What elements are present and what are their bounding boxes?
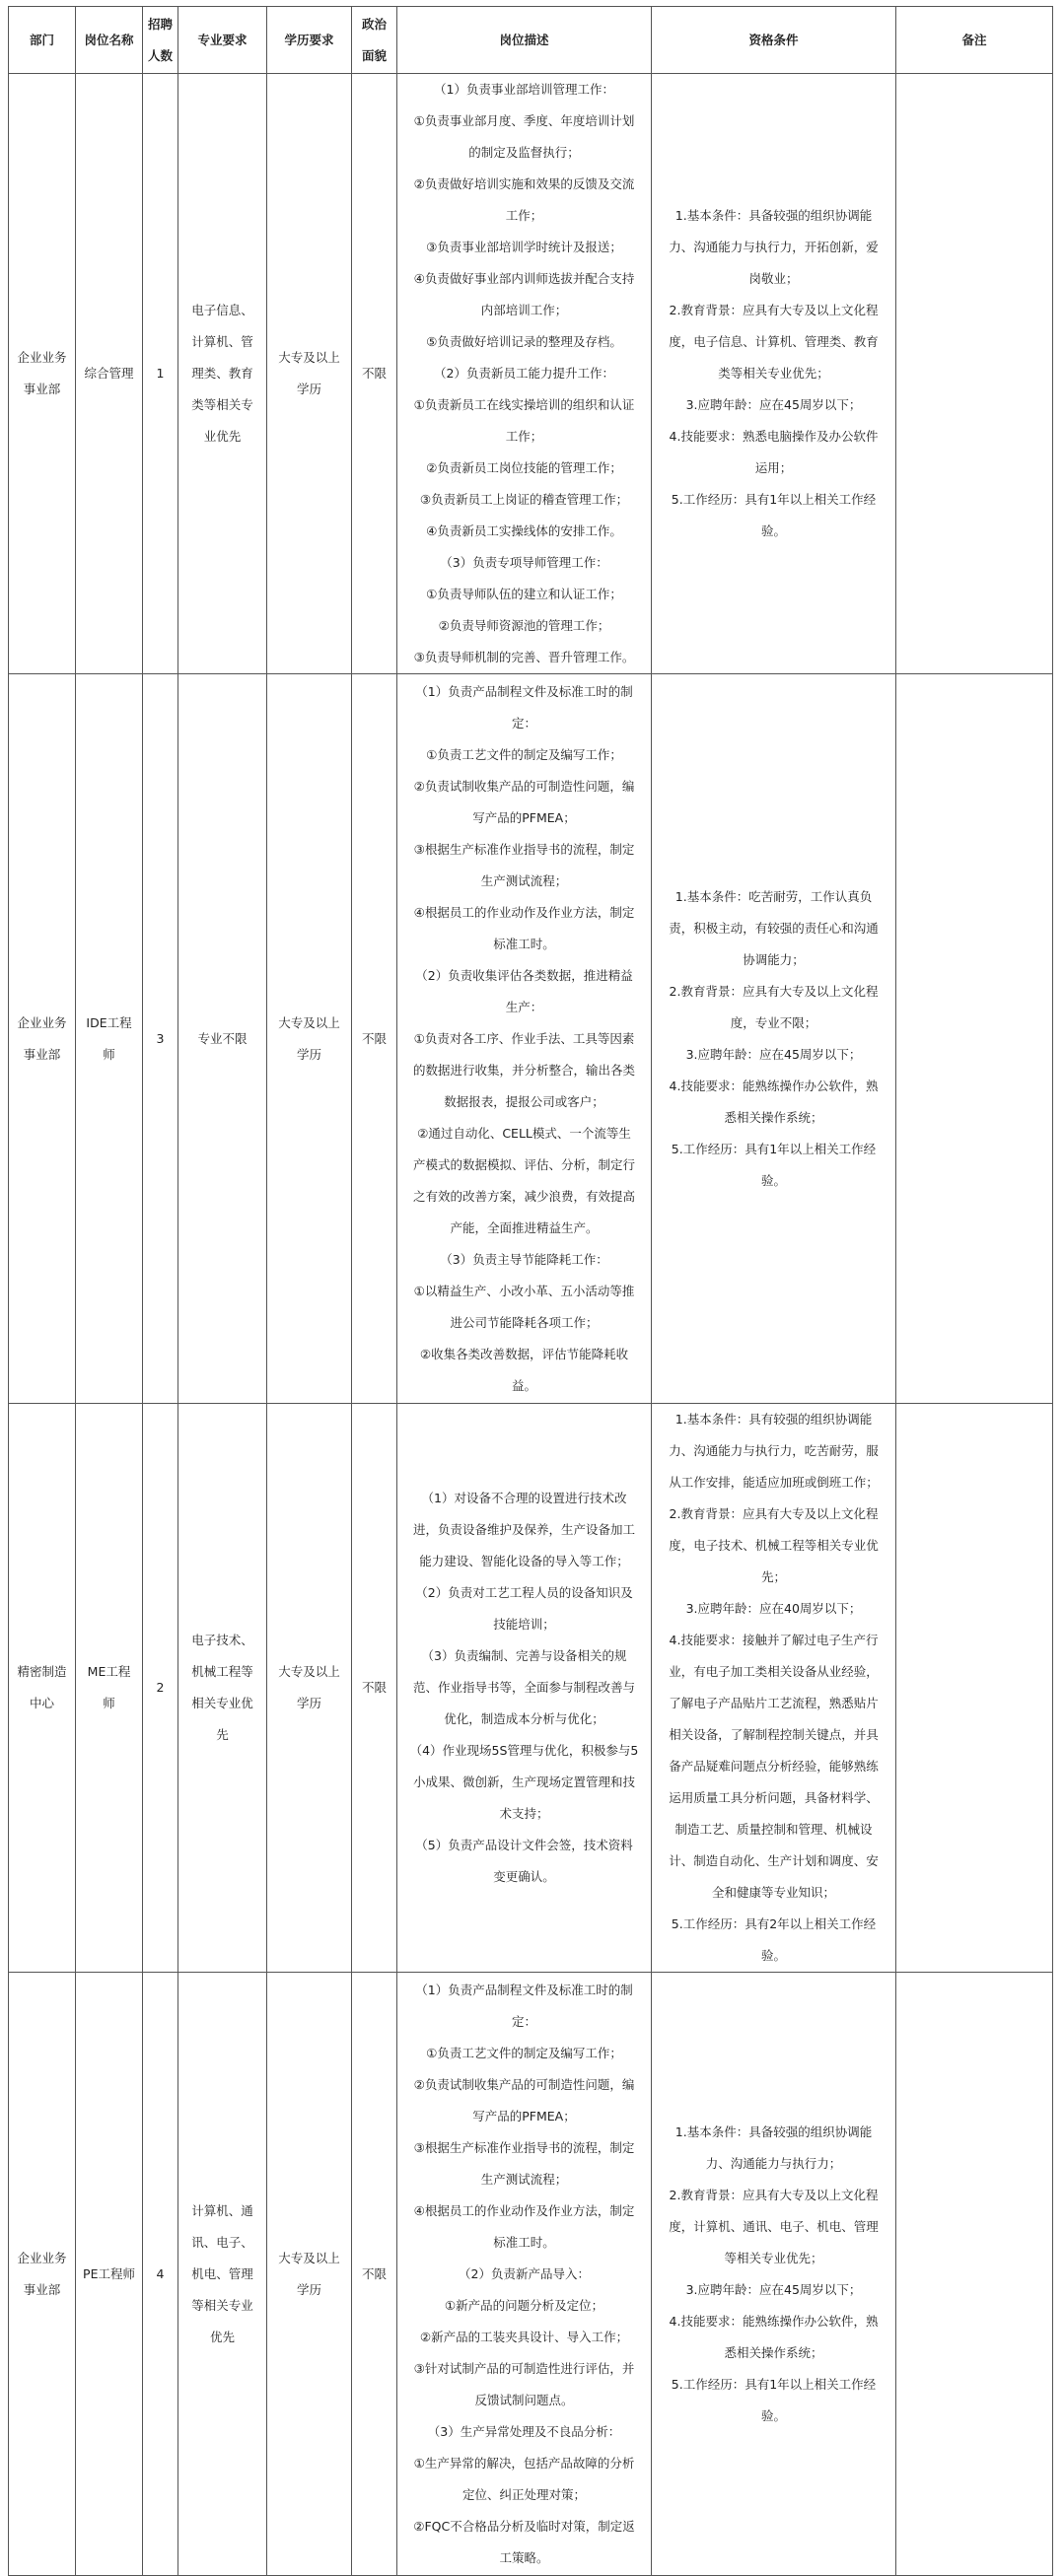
description-cell-line: ①生产异常的解决，包括产品故障的分析 [413, 2455, 635, 2471]
politics-cell: 不限 [352, 1973, 397, 2576]
qualifications-cell-line: 1.基本条件：具备较强的组织协调能 [674, 208, 873, 223]
description-cell-line: 产能，全面推进精益生产。 [450, 1219, 599, 1235]
description-cell-line: 标准工时。 [493, 936, 555, 951]
description-cell-line: 生产测试流程； [480, 872, 568, 888]
description-cell-line: （3）负责编制、完善与设备相关的规 [421, 1648, 627, 1663]
description-cell-line: ①新产品的问题分析及定位； [444, 2297, 604, 2313]
dept-cell-line: 事业部 [23, 1046, 61, 1062]
header-dept: 部门 [9, 7, 76, 74]
qualifications-cell-line: 验。 [760, 1948, 786, 1963]
description-cell-line: 生产： [505, 999, 543, 1014]
description-cell-line: ②负责试制收集产品的可制造性问题，编 [413, 778, 635, 794]
qualifications-cell-line: 先； [760, 1569, 786, 1584]
education-cell [267, 1404, 352, 1973]
header-description: 岗位描述 [397, 7, 652, 74]
description-cell-line: ⑤负责做好培训记录的整理及存档。 [426, 334, 622, 349]
position-cell [76, 1404, 143, 1973]
qualifications-cell-line: 5.工作经历：具有2年以上相关工作经 [671, 1916, 877, 1931]
education-cell [267, 674, 352, 1404]
description-cell-line: ④负责新员工实操线体的安排工作。 [426, 523, 622, 538]
qualifications-cell-line: 悉相关操作系统； [724, 2344, 823, 2360]
table-row [9, 1404, 1053, 1973]
major-cell-line: 类等相关专 [191, 397, 253, 412]
dept-cell-line: 企业业务 [17, 1014, 67, 1030]
count-cell: 2 [143, 1404, 178, 1973]
major-cell-line: 计算机、通 [191, 2202, 253, 2218]
description-cell [397, 74, 652, 674]
description-cell-line: 反馈试制问题点。 [474, 2392, 574, 2407]
header-count: 招聘 人数 [143, 7, 178, 74]
major-cell-line: 业优先 [203, 429, 242, 444]
qualifications-cell-line: 验。 [760, 2407, 786, 2423]
qualifications-cell-line: 1.基本条件：吃苦耐劳，工作认真负 [674, 888, 873, 904]
qualifications-cell-line: 力、沟通能力与执行力，开拓创新，爱 [669, 240, 879, 254]
qualifications-cell-line: 5.工作经历：具有1年以上相关工作经 [671, 492, 877, 507]
education-cell-line: 学历 [296, 1696, 321, 1710]
description-cell-line: ④根据员工的作业动作及作业方法，制定 [413, 904, 635, 920]
description-cell-line: ③根据生产标准作业指导书的流程，制定 [413, 2139, 635, 2155]
description-cell [397, 1973, 652, 2576]
major-cell-line: 讯、电子、 [191, 2234, 253, 2250]
qualifications-cell-line: 力、沟通能力与执行力； [705, 2155, 842, 2171]
description-cell-line: 能力建设、智能化设备的导入等工作； [419, 1554, 629, 1568]
description-cell-line: 技能培训； [493, 1617, 555, 1632]
description-cell-line: ①负责导师队伍的建立和认证工作； [426, 587, 622, 601]
description-cell-line: （2）负责对工艺工程人员的设备知识及 [415, 1585, 633, 1600]
position-cell [76, 674, 143, 1404]
count-cell: 1 [143, 74, 178, 674]
dept-cell-line: 事业部 [23, 2281, 61, 2297]
qualifications-cell [652, 74, 896, 674]
description-cell-line: ③负责导师机制的完善、晋升管理工作。 [413, 650, 635, 664]
remarks-cell [896, 74, 1053, 674]
description-cell-line: 进，负责设备维护及保养，生产设备加工 [412, 1522, 635, 1537]
dept-cell-line: 事业部 [23, 382, 61, 396]
position-cell-line: PE工程师 [83, 2265, 135, 2281]
dept-cell-line: 企业业务 [17, 2250, 67, 2265]
description-cell-line: ③根据生产标准作业指导书的流程，制定 [413, 841, 635, 857]
qualifications-cell-line: 度，计算机、通讯、电子、机电、管理 [669, 2218, 879, 2234]
qualifications-cell-line: 岗敬业； [748, 271, 799, 286]
position-cell-line: 师 [103, 1696, 115, 1710]
qualifications-cell-line: 计、制造自动化、生产计划和调度、安 [669, 1853, 879, 1868]
major-cell [178, 74, 267, 674]
qualifications-cell-line: 4.技能要求：接触并了解过电子生产行 [669, 1633, 879, 1647]
remarks-cell [896, 1404, 1053, 1973]
description-cell-line: 内部培训工作； [480, 303, 568, 317]
description-cell-line: （1）负责产品制程文件及标准工时的制 [415, 683, 633, 699]
header-qualifications: 资格条件 [652, 7, 896, 74]
description-cell-line: ②负责新员工岗位技能的管理工作； [426, 460, 622, 475]
description-cell-line: 之有效的改善方案，减少浪费，有效提高 [412, 1188, 635, 1204]
remarks-cell [896, 1973, 1053, 2576]
position-cell [76, 74, 143, 674]
description-cell-line: （4）作业现场5S管理与优化，积极参与5 [409, 1743, 639, 1758]
position-cell-line: IDE工程 [86, 1014, 132, 1030]
major-cell-line: 先 [216, 1727, 229, 1742]
table-row [9, 1973, 1053, 2576]
qualifications-cell-line: 4.技能要求：熟悉电脑操作及办公软件 [669, 429, 879, 444]
description-cell-line: ①以精益生产、小改小革、五小活动等推 [413, 1283, 635, 1298]
qualifications-cell-line: 运用质量工具分析问题，具备材料学、 [669, 1790, 879, 1805]
dept-cell-line: 精密制造 [17, 1664, 67, 1679]
qualifications-cell-line: 运用； [754, 460, 793, 475]
major-cell-line: 专业不限 [197, 1030, 248, 1046]
description-cell-line: 范、作业指导书等，全面参与制程改善与 [412, 1680, 635, 1695]
major-cell [178, 1404, 267, 1973]
qualifications-cell-line: 2.教育背景：应具有大专及以上文化程 [669, 1506, 879, 1521]
major-cell-line: 电子信息、 [191, 303, 253, 317]
politics-cell: 不限 [352, 74, 397, 674]
dept-cell [9, 674, 76, 1404]
description-cell-line: （2）负责新产品导入： [459, 2265, 590, 2281]
description-cell-line: 工作； [505, 208, 543, 223]
description-cell-line: 生产测试流程； [480, 2171, 568, 2187]
major-cell-line: 电子技术、 [191, 1633, 253, 1647]
description-cell-line: 优化，制造成本分析与优化； [444, 1711, 604, 1726]
major-cell-line: 机械工程等 [191, 1664, 253, 1679]
qualifications-cell-line: 度，电子技术、机械工程等相关专业优 [669, 1538, 879, 1553]
qualifications-cell-line: 全和健康等专业知识； [711, 1885, 835, 1900]
description-cell-line: 写产品的PFMEA； [472, 2108, 576, 2123]
qualifications-cell-line: 3.应聘年龄：应在45周岁以下； [685, 2281, 862, 2297]
dept-cell [9, 1973, 76, 2576]
qualifications-cell-line: 度，电子信息、计算机、管理类、教育 [669, 334, 879, 349]
description-cell-line: 写产品的PFMEA； [472, 809, 576, 825]
description-cell-line: 益。 [511, 1377, 536, 1393]
qualifications-cell-line: 悉相关操作系统； [724, 1109, 823, 1125]
description-cell-line: 变更确认。 [493, 1869, 555, 1884]
description-cell-line: 定位、纠正处理对策； [461, 2486, 586, 2502]
description-cell-line: ②负责做好培训实施和效果的反馈及交流 [413, 176, 635, 191]
description-cell-line: 产模式的数据模拟、评估、分析，制定行 [412, 1156, 635, 1172]
table-row [9, 74, 1053, 674]
description-cell-line: ②FQC不合格品分析及临时对策，制定返 [413, 2518, 635, 2534]
description-cell-line: ②新产品的工装夹具设计、导入工作； [419, 2329, 629, 2344]
description-cell-line: ①负责事业部月度、季度、年度培训计划 [413, 113, 635, 128]
description-cell-line: （2）负责收集评估各类数据，推进精益 [415, 967, 633, 983]
description-cell-line: 定： [511, 715, 536, 731]
qualifications-cell-line: 2.教育背景：应具有大专及以上文化程 [669, 983, 879, 999]
qualifications-cell-line: 度，专业不限； [730, 1014, 817, 1030]
qualifications-cell-line: 3.应聘年龄：应在40周岁以下； [685, 1601, 862, 1616]
qualifications-cell-line: 备产品疑难问题点分析经验，能够熟练 [669, 1759, 879, 1774]
count-cell: 3 [143, 674, 178, 1404]
description-cell-line: ②收集各类改善数据，评估节能降耗收 [419, 1346, 629, 1361]
header-row [9, 7, 1053, 74]
header-politics: 政治 面貌 [352, 7, 397, 74]
description-cell-line: （5）负责产品设计文件会签，技术资料 [415, 1838, 633, 1852]
dept-cell [9, 74, 76, 674]
description-cell-line: ②负责导师资源池的管理工作； [438, 618, 610, 633]
description-cell-line: （3）生产异常处理及不良品分析： [427, 2423, 621, 2439]
qualifications-cell-line: 力、沟通能力与执行力，吃苦耐劳，服 [669, 1443, 879, 1458]
position-cell-line: 综合管理 [84, 366, 134, 381]
qualifications-cell-line: 相关设备，了解制程控制关键点，并具 [669, 1727, 879, 1742]
dept-cell-line: 中心 [29, 1696, 54, 1710]
position-cell-line: ME工程 [87, 1664, 131, 1679]
education-cell [267, 74, 352, 674]
education-cell-line: 大专及以上 [278, 1664, 340, 1679]
description-cell [397, 674, 652, 1404]
position-cell [76, 1973, 143, 2576]
header-education: 学历要求 [267, 7, 352, 74]
description-cell-line: 的制定及监督执行； [468, 145, 580, 160]
description-cell-line: ④根据员工的作业动作及作业方法，制定 [413, 2202, 635, 2218]
qualifications-cell-line: 从工作安排，能适应加班或倒班工作； [669, 1475, 879, 1490]
qualifications-cell-line: 了解电子产品贴片工艺流程，熟悉贴片 [669, 1696, 879, 1710]
table-row [9, 674, 1053, 1404]
qualifications-cell-line: 责，积极主动，有较强的责任心和沟通 [669, 920, 879, 936]
education-cell-line: 学历 [296, 1046, 321, 1062]
education-cell-line: 大专及以上 [278, 350, 340, 365]
qualifications-cell-line: 3.应聘年龄：应在45周岁以下； [685, 1046, 862, 1062]
remarks-cell [896, 674, 1053, 1404]
position-cell-line: 师 [103, 1046, 115, 1062]
education-cell-line: 大专及以上 [278, 1014, 340, 1030]
qualifications-cell-line: 验。 [760, 523, 786, 538]
description-cell-line: ③负责事业部培训学时统计及报送； [426, 240, 622, 254]
description-cell-line: ①负责新员工在线实操培训的组织和认证 [413, 397, 635, 412]
header-remarks: 备注 [896, 7, 1053, 74]
description-cell-line: 标准工时。 [493, 2234, 555, 2250]
qualifications-cell-line: 4.技能要求：能熟练操作办公软件，熟 [669, 2313, 879, 2329]
qualifications-cell-line: 等相关专业优先； [724, 2250, 823, 2265]
description-cell-line: ①负责工艺文件的制定及编写工作； [426, 746, 622, 762]
description-cell-line: （1）对设备不合理的设置进行技术改 [421, 1491, 627, 1505]
count-cell: 4 [143, 1973, 178, 2576]
description-cell-line: 小成果、微创新，生产现场定置管理和技 [412, 1775, 635, 1789]
description-cell-line: ①负责工艺文件的制定及编写工作； [426, 2045, 622, 2060]
description-cell-line: （1）负责产品制程文件及标准工时的制 [415, 1982, 633, 1997]
major-cell-line: 等相关专业 [191, 2297, 253, 2313]
politics-cell: 不限 [352, 1404, 397, 1973]
description-cell-line: 工作； [505, 429, 543, 444]
description-cell-line: ④负责做好事业部内训师选拔并配合支持 [413, 271, 635, 286]
description-cell-line: （3）负责主导节能降耗工作： [440, 1251, 608, 1267]
description-cell-line: ①负责对各工序、作业手法、工具等因素 [413, 1030, 635, 1046]
header-major: 专业要求 [178, 7, 267, 74]
qualifications-cell-line: 验。 [760, 1172, 786, 1188]
major-cell-line: 优先 [209, 2329, 235, 2344]
qualifications-cell-line: 5.工作经历：具有1年以上相关工作经 [671, 1141, 877, 1156]
qualifications-cell-line: 1.基本条件：具备较强的组织协调能 [674, 2123, 873, 2139]
description-cell-line: 的数据进行收集，并分析整合，输出各类 [412, 1062, 635, 1078]
description-cell-line: ③负责新员工上岗证的稽查管理工作； [419, 492, 629, 507]
header-position: 岗位名称 [76, 7, 143, 74]
description-cell-line: （1）负责事业部培训管理工作： [434, 82, 614, 97]
description-cell-line: 术支持； [499, 1806, 549, 1821]
description-cell-line: 数据报表，提报公司或客户； [444, 1093, 604, 1109]
education-cell-line: 学历 [296, 2281, 321, 2297]
qualifications-cell-line: 3.应聘年龄：应在45周岁以下； [685, 397, 862, 412]
qualifications-cell-line: 1.基本条件：具有较强的组织协调能 [674, 1412, 873, 1427]
qualifications-cell-line: 类等相关专业优先； [718, 366, 829, 381]
major-cell [178, 1973, 267, 2576]
major-cell-line: 理类、教育 [191, 366, 253, 381]
description-cell-line: 定： [511, 2013, 536, 2029]
description-cell-line: 进公司节能降耗各项工作； [450, 1314, 599, 1330]
description-cell-line: 工策略。 [499, 2549, 549, 2565]
description-cell [397, 1404, 652, 1973]
description-cell-line: ②负责试制收集产品的可制造性问题，编 [413, 2076, 635, 2092]
qualifications-cell-line: 2.教育背景：应具有大专及以上文化程 [669, 303, 879, 317]
major-cell-line: 机电、管理 [191, 2265, 253, 2281]
major-cell [178, 674, 267, 1404]
qualifications-cell-line: 制造工艺、质量控制和管理、机械设 [674, 1822, 873, 1837]
politics-cell: 不限 [352, 674, 397, 1404]
dept-cell [9, 1404, 76, 1973]
qualifications-cell-line: 协调能力； [743, 951, 805, 967]
dept-cell-line: 企业业务 [17, 350, 67, 365]
major-cell-line: 计算机、管 [191, 334, 253, 349]
qualifications-cell [652, 674, 896, 1404]
description-cell-line: ③针对试制产品的可制造性进行评估，并 [413, 2360, 635, 2376]
education-cell-line: 大专及以上 [278, 2250, 340, 2265]
qualifications-cell-line: 2.教育背景：应具有大专及以上文化程 [669, 2187, 879, 2202]
qualifications-cell [652, 1404, 896, 1973]
description-cell-line: ②通过自动化、CELL模式、一个流等生 [417, 1125, 631, 1141]
description-cell-line: （2）负责新员工能力提升工作： [434, 366, 614, 381]
qualifications-cell [652, 1973, 896, 2576]
qualifications-cell-line: 业，有电子加工类相关设备从业经验， [669, 1664, 879, 1679]
qualifications-cell-line: 4.技能要求：能熟练操作办公软件，熟 [669, 1078, 879, 1093]
education-cell [267, 1973, 352, 2576]
qualifications-cell-line: 5.工作经历：具有1年以上相关工作经 [671, 2376, 877, 2392]
description-cell-line: （3）负责专项导师管理工作： [440, 555, 608, 570]
major-cell-line: 相关专业优 [191, 1696, 253, 1710]
education-cell-line: 学历 [296, 382, 321, 396]
job-table [8, 6, 1053, 2576]
